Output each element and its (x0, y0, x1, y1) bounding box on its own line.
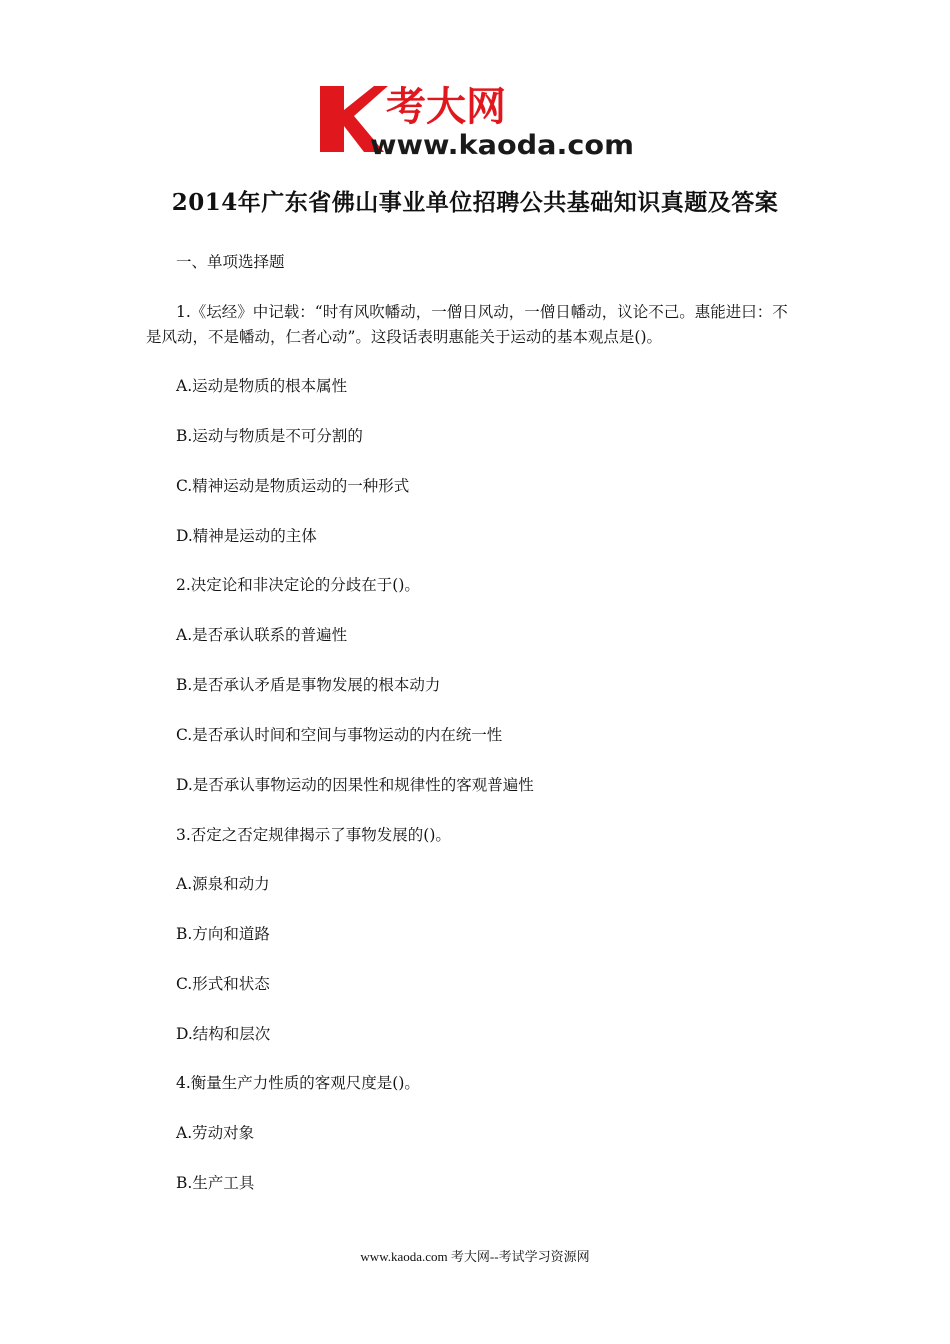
question-4-option-a: A.劳动对象 (176, 1124, 255, 1142)
question-2: 2.决定论和非决定论的分歧在于()。 (176, 576, 420, 594)
question-2-option-a: A.是否承认联系的普遍性 (176, 626, 348, 644)
question-3-option-c: C.形式和状态 (176, 975, 270, 993)
page-footer: www.kaoda.com 考大网--考试学习资源网 (360, 1249, 590, 1264)
logo-name: 考大网 (386, 84, 506, 130)
question-1-line-1: 1.《坛经》中记载：“时有风吹幡动，一僧日风动，一僧日幡动，议论不己。惠能进曰：不 (176, 303, 788, 321)
kaoda-logo (318, 80, 638, 162)
question-3-option-a: A.源泉和动力 (176, 875, 270, 893)
question-1-line-2: 是风动，不是幡动，仁者心动”。这段话表明惠能关于运动的基本观点是()。 (146, 328, 663, 346)
question-3: 3.否定之否定规律揭示了事物发展的()。 (176, 826, 451, 844)
question-1-option-b: B.运动与物质是不可分割的 (176, 427, 363, 445)
question-3-option-b: B.方向和道路 (176, 925, 270, 943)
document-title: 2014年广东省佛山事业单位招聘公共基础知识真题及答案 (171, 189, 779, 216)
section-heading: 一、单项选择题 (176, 253, 285, 271)
logo-url: www.kaoda.com (370, 130, 634, 161)
question-2-option-c: C.是否承认时间和空间与事物运动的内在统一性 (176, 726, 503, 744)
question-2-option-b: B.是否承认矛盾是事物发展的根本动力 (176, 676, 441, 694)
question-1-option-c: C.精神运动是物质运动的一种形式 (176, 477, 410, 495)
question-1-option-a: A.运动是物质的根本属性 (176, 377, 348, 395)
question-2-option-d: D.是否承认事物运动的因果性和规律性的客观普遍性 (176, 776, 534, 794)
question-4: 4.衡量生产力性质的客观尺度是()。 (176, 1074, 420, 1092)
question-3-option-d: D.结构和层次 (176, 1025, 271, 1043)
question-1-option-d: D.精神是运动的主体 (176, 527, 317, 545)
question-4-option-b: B.生产工具 (176, 1174, 255, 1192)
